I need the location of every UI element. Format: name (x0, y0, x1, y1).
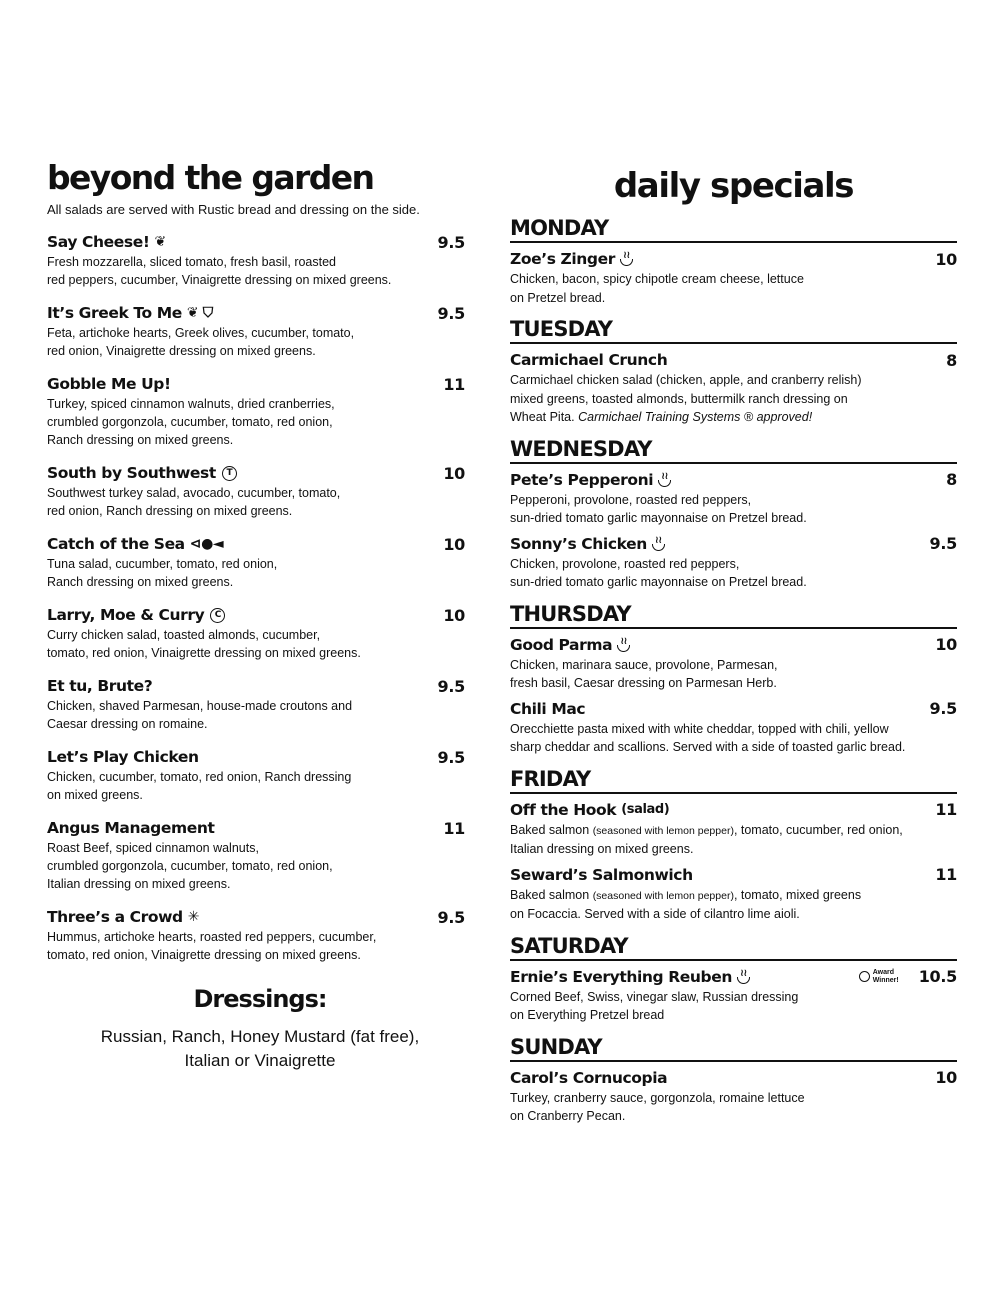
hot-bowl-icon: ≀≀ (658, 473, 671, 487)
special-description: Chicken, marinara sauce, provolone, Parmesan, fresh basil, Caesar dressing on Parmesan Herb. (510, 657, 778, 690)
dressings-title: Dressings: (193, 985, 327, 1013)
day-block-monday (510, 216, 957, 307)
special-header (510, 967, 957, 987)
special-price: 11 (935, 865, 957, 884)
salad-header (47, 303, 465, 323)
salad-name-text: Angus Management (47, 819, 215, 837)
special-name (510, 700, 585, 718)
day-block-saturday (510, 934, 957, 1025)
special-price: 8 (946, 350, 957, 370)
salad-name-text: Catch of the Sea (47, 535, 185, 553)
hot-bowl-icon: ≀≀ (652, 537, 665, 551)
special-name-text: Sonny’s Chicken (510, 534, 647, 553)
special-description: Chicken, provolone, roasted red peppers, sun-dried tomato garlic mayonnaise on Pretzel bread. (510, 556, 807, 589)
salad-name-text: Say Cheese! (47, 233, 150, 251)
salad-price: 10 (443, 463, 465, 483)
c-circle-icon: C (210, 608, 225, 623)
special-name-text: Carmichael Crunch (510, 351, 668, 369)
special-description: Pepperoni, provolone, roasted red peppers, sun-dried tomato garlic mayonnaise on Pretzel bread. (510, 492, 807, 525)
salad-header (47, 818, 465, 838)
special-item (510, 635, 957, 693)
price-group (946, 351, 957, 370)
special-header (510, 350, 957, 370)
salad-item (47, 303, 465, 360)
special-description: Baked salmon (seasoned with lemon pepper), tomato, mixed greens on Focaccia. Served with a side of cilantro lime aioli. (510, 887, 862, 921)
asterisk-icon: ✳ (187, 909, 200, 925)
award-rosette-icon (859, 971, 870, 982)
salad-list (47, 232, 465, 964)
salad-item (47, 818, 465, 893)
day-heading: WEDNESDAY (510, 437, 957, 464)
special-name-text: Carol’s Cornucopia (510, 1068, 668, 1087)
salad-item (47, 605, 465, 662)
day-block-tuesday (510, 317, 957, 427)
special-price: 10 (935, 635, 957, 654)
special-item (510, 470, 957, 528)
special-price: 10.5 (918, 967, 957, 986)
day-block-thursday (510, 602, 957, 757)
salad-header (47, 374, 465, 394)
special-name-suffix: (salad) (621, 802, 670, 817)
salad-price: 9.5 (437, 303, 465, 323)
day-heading: TUESDAY (510, 317, 957, 344)
price-group (935, 800, 957, 819)
salad-name (47, 375, 171, 393)
special-item (510, 249, 957, 307)
salad-description: Chicken, shaved Parmesan, house-made croutons and Caesar dressing on romaine. (47, 699, 353, 731)
special-price: 9.5 (929, 699, 957, 718)
salad-header (47, 676, 465, 696)
special-item (510, 800, 957, 859)
specials-title: daily specials (613, 166, 854, 206)
salad-item (47, 534, 465, 591)
award-badge (859, 969, 899, 985)
special-name (510, 1069, 667, 1087)
t-circle-icon: T (222, 466, 237, 481)
day-block-friday (510, 767, 957, 924)
special-description: Baked salmon (seasoned with lemon pepper), tomato, cucumber, red onion, Italian dressing on mixed greens. (510, 822, 903, 856)
specials-list (510, 216, 957, 1126)
approval-note: Carmichael Training Systems ® approved! (578, 410, 813, 424)
special-name-text: Good Parma (510, 635, 613, 654)
salad-name (47, 464, 237, 482)
price-group (946, 470, 957, 489)
seasoning-note: (seasoned with lemon pepper) (592, 889, 734, 902)
price-group (935, 1068, 957, 1087)
salad-header (47, 747, 465, 767)
salad-name-text: Et tu, Brute? (47, 677, 153, 695)
salad-name (47, 677, 152, 695)
award-text: Award Winner! (872, 968, 899, 984)
special-name-text: Chili Mac (510, 699, 586, 718)
salad-name (47, 233, 166, 251)
special-name-text: Off the Hook (510, 800, 617, 819)
day-heading: SUNDAY (510, 1035, 957, 1062)
special-name (510, 471, 671, 489)
salad-name-text: It’s Greek To Me (47, 304, 182, 322)
salad-description: Roast Beef, spiced cinnamon walnuts, crumbled gorgonzola, cucumber, tomato, red onion, Italian dressing on mixed greens. (47, 841, 333, 891)
day-heading: SATURDAY (510, 934, 957, 961)
salad-header (47, 907, 465, 927)
special-description: Corned Beef, Swiss, vinegar slaw, Russian dressing on Everything Pretzel bread (510, 989, 799, 1022)
salad-description: Turkey, spiced cinnamon walnuts, dried cranberries, crumbled gorgonzola, cucumber, tomato, red onion, Ranch dressing on mixed greens. (47, 397, 335, 447)
salad-description: Tuna salad, cucumber, tomato, red onion, Ranch dressing on mixed greens. (47, 557, 278, 589)
salad-header (47, 232, 465, 252)
dressings-section (50, 985, 470, 1073)
special-name-text: Ernie’s Everything Reuben (510, 967, 732, 986)
salad-price: 10 (443, 534, 465, 554)
special-name-text: Pete’s Pepperoni (510, 470, 654, 489)
hot-bowl-icon: ≀≀ (737, 970, 750, 984)
salad-name (47, 748, 199, 766)
salad-name-text: Let’s Play Chicken (47, 748, 199, 766)
salad-price: 11 (443, 818, 465, 838)
price-group (935, 635, 957, 654)
special-name-text: Zoe’s Zinger (510, 250, 615, 268)
salad-name (47, 304, 213, 322)
salad-name-text: Three’s a Crowd (47, 908, 183, 926)
price-group (859, 967, 957, 986)
hot-bowl-icon: ≀≀ (617, 638, 630, 652)
special-header (510, 1068, 957, 1088)
special-name (510, 801, 669, 819)
special-header (510, 800, 957, 820)
salad-name-text: Gobble Me Up! (47, 375, 171, 393)
specials-section (510, 166, 957, 1126)
price-group (935, 250, 957, 269)
salad-description: Chicken, cucumber, tomato, red onion, Ranch dressing on mixed greens. (47, 770, 352, 802)
price-group (930, 534, 957, 553)
special-item (510, 967, 957, 1025)
salad-item (47, 747, 465, 804)
special-price: 10 (935, 1068, 957, 1087)
salad-description: Hummus, artichoke hearts, roasted red peppers, cucumber, tomato, red onion, Vinaigrette dressing on mixed greens. (47, 930, 377, 962)
day-block-sunday (510, 1035, 957, 1126)
special-price: 11 (935, 800, 957, 819)
garden-section (47, 158, 465, 978)
special-price: 9.5 (929, 534, 957, 553)
day-heading: THURSDAY (510, 602, 957, 629)
special-name (510, 250, 633, 268)
special-item (510, 865, 957, 924)
salad-item (47, 232, 465, 289)
special-description: Chicken, bacon, spicy chipotle cream cheese, lettuce on Pretzel bread. (510, 272, 804, 305)
salad-price: 10 (443, 605, 465, 625)
special-item (510, 534, 957, 592)
day-heading: MONDAY (510, 216, 957, 243)
special-header (510, 635, 957, 655)
special-header (510, 249, 957, 269)
seasoning-note: (seasoned with lemon pepper) (592, 824, 734, 837)
salad-name-text: South by Southwest (47, 464, 216, 482)
special-description: Turkey, cranberry sauce, gorgonzola, romaine lettuce on Cranberry Pecan. (510, 1090, 805, 1123)
salad-item (47, 374, 465, 449)
special-name (510, 636, 630, 654)
day-block-wednesday (510, 437, 957, 592)
special-name (510, 351, 667, 369)
special-header (510, 865, 957, 885)
special-price: 8 (946, 470, 957, 489)
special-price: 10 (935, 249, 957, 269)
salad-description: Curry chicken salad, toasted almonds, cucumber, tomato, red onion, Vinaigrette dressing on mixed greens. (47, 628, 361, 660)
dressings-list: Russian, Ranch, Honey Mustard (fat free), Italian or Vinaigrette (100, 1027, 420, 1070)
salad-name (47, 819, 214, 837)
salad-item (47, 676, 465, 733)
special-header (510, 470, 957, 490)
day-heading: FRIDAY (510, 767, 957, 794)
salad-name-text: Larry, Moe & Curry (47, 606, 205, 624)
price-group (935, 865, 957, 884)
salad-name (47, 908, 199, 926)
garden-title: beyond the garden (47, 158, 374, 197)
salad-price: 9.5 (437, 907, 465, 927)
salad-description: Southwest turkey salad, avocado, cucumber, tomato, red onion, Ranch dressing on mixed greens. (47, 486, 341, 518)
salad-header (47, 534, 465, 554)
hot-bowl-icon: ≀≀ (620, 252, 633, 266)
special-item (510, 699, 957, 757)
fish-icon: ⊲●◄ (189, 536, 224, 552)
special-name (510, 535, 665, 553)
salad-description: Feta, artichoke hearts, Greek olives, cucumber, tomato, red onion, Vinaigrette dressing on mixed greens. (47, 326, 355, 358)
special-item (510, 350, 957, 427)
special-name (510, 866, 693, 884)
special-description: Orecchiette pasta mixed with white cheddar, topped with chili, yellow sharp cheddar and scallions. Served with a side of toasted garlic bread. (510, 721, 906, 754)
leaf-icon: ❦ (154, 234, 166, 250)
salad-price: 11 (443, 374, 465, 394)
special-header (510, 699, 957, 719)
salad-item (47, 907, 465, 964)
leaf-tooth-icon: ❦ ⛉ (186, 305, 213, 321)
special-header (510, 534, 957, 554)
salad-name (47, 535, 223, 553)
special-description: Carmichael chicken salad (chicken, apple, and cranberry relish) mixed greens, toasted almonds, buttermilk ranch dressing on Wheat Pita. Carmichael Training Systems ® approved! (510, 373, 862, 424)
salad-description: Fresh mozzarella, sliced tomato, fresh basil, roasted red peppers, cucumber, Vinaigrette dressing on mixed greens. (47, 255, 392, 287)
special-name-text: Seward’s Salmonwich (510, 865, 693, 884)
salad-item (47, 463, 465, 520)
salad-price: 9.5 (437, 676, 465, 696)
salad-header (47, 605, 465, 625)
price-group (930, 699, 957, 718)
special-name (510, 968, 750, 986)
garden-subtitle: All salads are served with Rustic bread and dressing on the side. (47, 202, 420, 217)
special-item (510, 1068, 957, 1126)
salad-name (47, 606, 225, 624)
salad-header (47, 463, 465, 483)
salad-price: 9.5 (437, 232, 465, 252)
salad-price: 9.5 (437, 747, 465, 767)
